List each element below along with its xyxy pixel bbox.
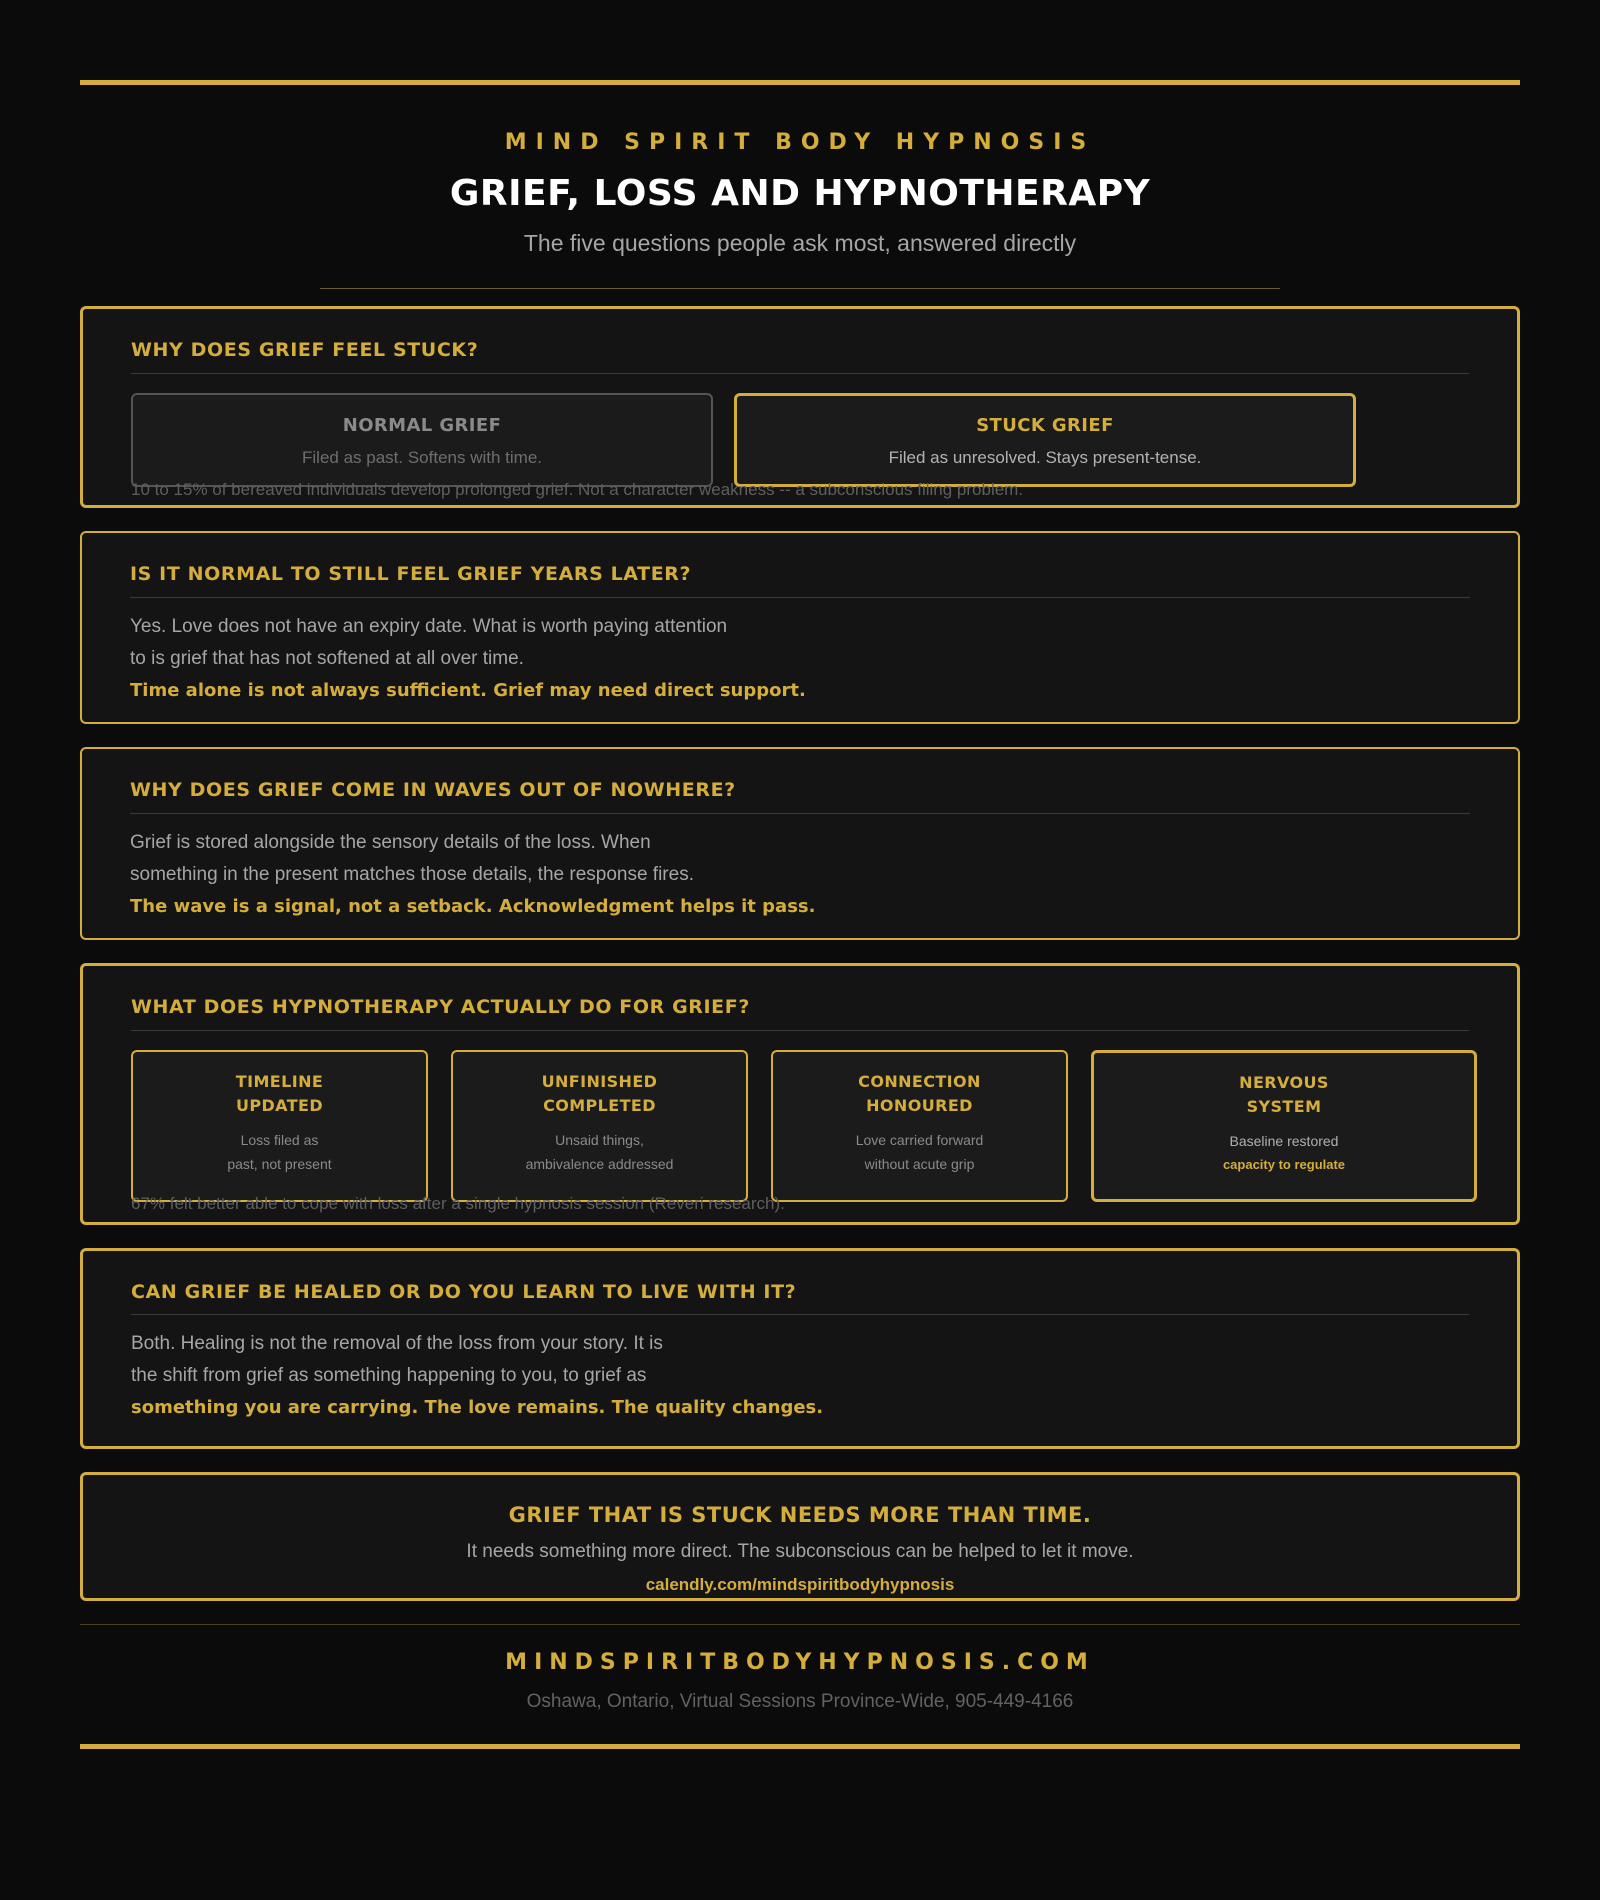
- effect-desc: [453, 1128, 746, 1176]
- faq-answer: [131, 1328, 823, 1424]
- normal-grief-box: [131, 393, 713, 487]
- effect-title: [773, 1070, 1066, 1118]
- top-accent-rule: [80, 80, 1520, 85]
- effect-card-unfinished: [451, 1050, 748, 1202]
- call-to-action-card: [80, 1472, 1520, 1601]
- effect-desc-line: without acute grip: [864, 1156, 975, 1172]
- effect-desc: [133, 1128, 426, 1176]
- faq-card-grief-years-later: [80, 531, 1520, 724]
- cta-heading: GRIEF THAT IS STUCK NEEDS MORE THAN TIME.: [508, 1503, 1092, 1527]
- reveri-research-stat: 67% felt better able to cope with loss after a single hypnosis session (Reveri research).: [131, 1194, 785, 1213]
- effect-desc: [1094, 1129, 1474, 1177]
- prolonged-grief-stat: 10 to 15% of bereaved individuals develop prolonged grief. Not a character weakness -- a subconscious filing problem.: [131, 480, 1024, 499]
- answer-highlight: something you are carrying. The love remains. The quality changes.: [131, 1397, 824, 1418]
- answer-highlight: The wave is a signal, not a setback. Acknowledgment helps it pass.: [130, 896, 816, 917]
- effect-title-line: HONOURED: [866, 1096, 973, 1115]
- faq-card-hypnotherapy-effects: [80, 963, 1520, 1225]
- faq-heading: IS IT NORMAL TO STILL FEEL GRIEF YEARS LATER?: [130, 563, 692, 585]
- page-footer: [0, 1650, 1600, 1713]
- effect-desc-line: Loss filed as: [240, 1132, 319, 1148]
- faq-card-grief-stuck: [80, 306, 1520, 508]
- website-url[interactable]: MINDSPIRITBODYHYPNOSIS.COM: [505, 1650, 1095, 1675]
- answer-line: Both. Healing is not the removal of the loss from your story. It is: [131, 1333, 663, 1354]
- card-divider: [130, 597, 1470, 598]
- page-title: GRIEF, LOSS AND HYPNOTHERAPY: [449, 173, 1151, 214]
- effect-card-connection: [771, 1050, 1068, 1202]
- answer-line: Yes. Love does not have an expiry date. What is worth paying attention: [130, 616, 728, 637]
- answer-line: the shift from grief as something happening to you, to grief as: [131, 1365, 647, 1386]
- stuck-grief-title: STUCK GRIEF: [976, 415, 1114, 436]
- faq-card-healed-or-live: [80, 1248, 1520, 1449]
- effect-title-line: NERVOUS: [1239, 1073, 1329, 1092]
- stuck-grief-desc: Filed as unresolved. Stays present-tense.: [888, 448, 1202, 467]
- page-subtitle: The five questions people ask most, answered directly: [523, 230, 1077, 256]
- effect-desc-line: past, not present: [227, 1156, 332, 1172]
- card-divider: [131, 373, 1469, 374]
- effect-desc: [773, 1128, 1066, 1176]
- answer-line: Grief is stored alongside the sensory details of the loss. When: [130, 832, 651, 853]
- faq-heading: WHAT DOES HYPNOTHERAPY ACTUALLY DO FOR GRIEF?: [131, 996, 750, 1018]
- effect-title-line: UNFINISHED: [541, 1072, 658, 1091]
- faq-heading: WHY DOES GRIEF FEEL STUCK?: [131, 339, 479, 361]
- effect-desc-line: Unsaid things,: [555, 1132, 644, 1148]
- booking-link[interactable]: calendly.com/mindspiritbodyhypnosis: [645, 1575, 955, 1594]
- bottom-accent-rule: [80, 1744, 1520, 1749]
- answer-line: to is grief that has not softened at all over time.: [130, 648, 524, 669]
- answer-line: something in the present matches those details, the response fires.: [130, 864, 694, 885]
- faq-answer: [130, 827, 815, 923]
- answer-highlight: Time alone is not always sufficient. Grief may need direct support.: [130, 680, 806, 701]
- footer-divider: [80, 1624, 1520, 1625]
- normal-grief-desc: Filed as past. Softens with time.: [302, 448, 542, 467]
- stuck-grief-box: [734, 393, 1356, 487]
- effect-desc-highlight: capacity to regulate: [1222, 1157, 1346, 1172]
- effect-card-nervous-system: [1091, 1050, 1477, 1202]
- header-divider: [320, 288, 1280, 289]
- effect-title-line: SYSTEM: [1246, 1097, 1322, 1116]
- effect-title-line: TIMELINE: [235, 1072, 324, 1091]
- effect-title: [133, 1070, 426, 1118]
- card-divider: [131, 1314, 1469, 1315]
- page-header: [0, 130, 1600, 257]
- cta-description: It needs something more direct. The subconscious can be helped to let it move.: [466, 1541, 1134, 1562]
- effect-title-line: UPDATED: [235, 1096, 324, 1115]
- faq-card-grief-waves: [80, 747, 1520, 940]
- card-divider: [131, 1030, 1469, 1031]
- effect-title-line: CONNECTION: [858, 1072, 981, 1091]
- contact-info: Oshawa, Ontario, Virtual Sessions Province-Wide, 905-449-4166: [526, 1691, 1074, 1712]
- faq-heading: WHY DOES GRIEF COME IN WAVES OUT OF NOWHERE?: [130, 779, 736, 801]
- effect-desc-line: Baseline restored: [1229, 1133, 1339, 1149]
- effect-title: [453, 1070, 746, 1118]
- effect-desc-line: ambivalence addressed: [525, 1156, 674, 1172]
- effect-desc-line: Love carried forward: [855, 1132, 984, 1148]
- effect-title-line: COMPLETED: [543, 1096, 656, 1115]
- effect-card-timeline: [131, 1050, 428, 1202]
- brand-name: MIND SPIRIT BODY HYPNOSIS: [504, 130, 1096, 155]
- effect-title: [1094, 1071, 1474, 1119]
- card-divider: [130, 813, 1470, 814]
- faq-answer: [130, 611, 806, 707]
- normal-grief-title: NORMAL GRIEF: [342, 415, 502, 436]
- faq-heading: CAN GRIEF BE HEALED OR DO YOU LEARN TO LIVE WITH IT?: [131, 1281, 797, 1303]
